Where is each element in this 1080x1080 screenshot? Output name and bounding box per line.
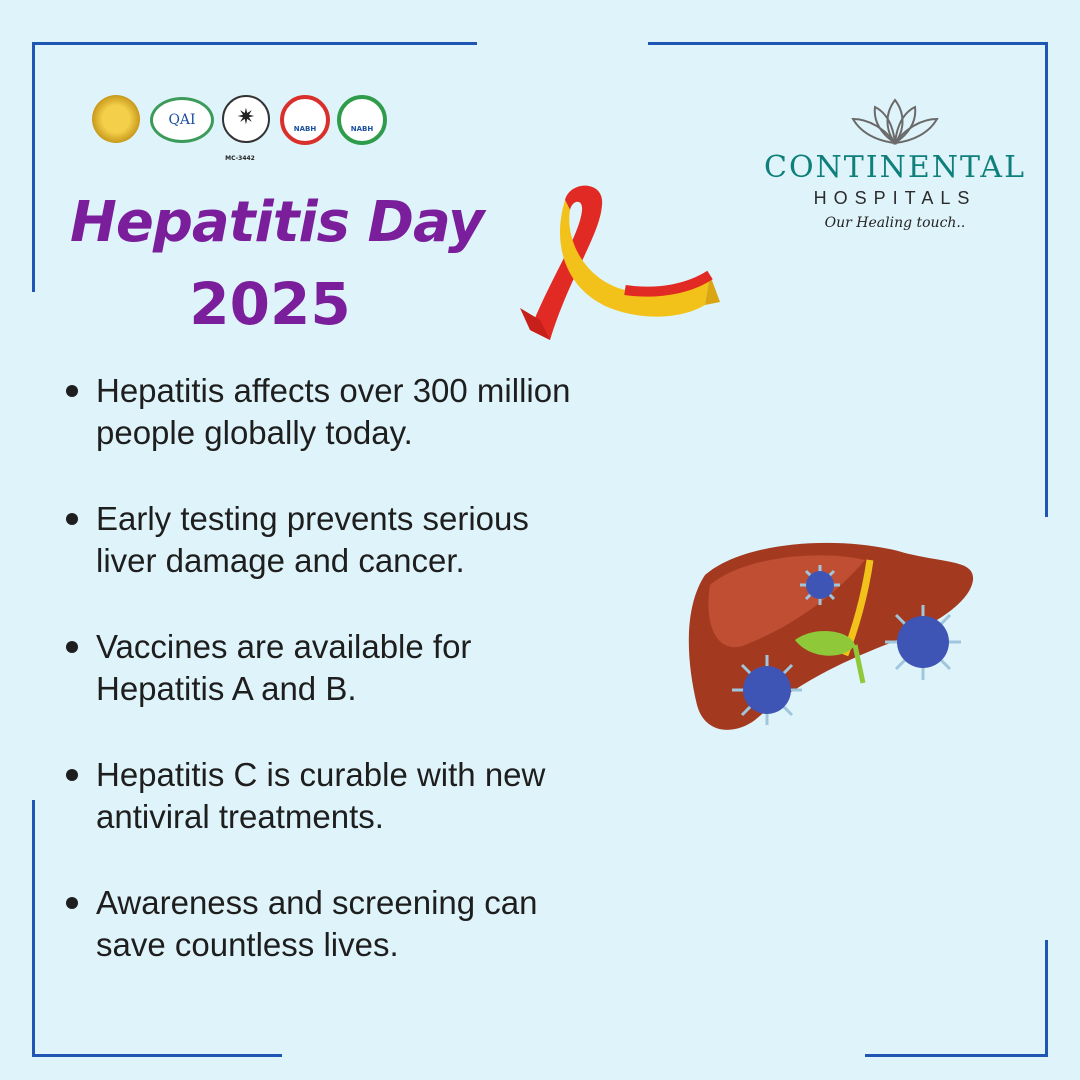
- fact-text-line1: Early testing prevents serious: [96, 500, 529, 537]
- star-seal-badge: [222, 95, 270, 143]
- qai-badge: [150, 97, 214, 143]
- bullet-icon: [66, 769, 78, 781]
- fact-text-line2: save countless lives.: [96, 926, 399, 963]
- bullet-icon: [66, 897, 78, 909]
- page-year: 2025: [189, 270, 351, 338]
- awareness-ribbon-icon: [510, 180, 720, 345]
- fact-text-line2: liver damage and cancer.: [96, 542, 465, 579]
- fact-text-line2: people globally today.: [96, 414, 413, 451]
- virus-icon: [800, 565, 840, 605]
- bullet-icon: [66, 385, 78, 397]
- virus-icon: [732, 655, 802, 725]
- frame-right-bottom: [1045, 940, 1048, 1057]
- lotus-logo-icon: [845, 95, 945, 147]
- frame-left-top: [32, 42, 35, 292]
- nabh-green-badge-label: NABH: [350, 125, 374, 133]
- list-item: [60, 754, 710, 882]
- bullet-icon: [66, 641, 78, 653]
- bullet-icon: [66, 513, 78, 525]
- virus-icon: [885, 605, 961, 680]
- gold-seal-badge: [92, 95, 140, 143]
- frame-left-bottom: [32, 800, 35, 1057]
- list-item: [60, 498, 710, 626]
- mc-code: MC-3442: [225, 155, 255, 162]
- list-item: [60, 370, 710, 498]
- list-item: [60, 882, 710, 1010]
- qai-badge-label: QAI: [168, 112, 196, 128]
- fact-text-line2: antiviral treatments.: [96, 798, 384, 835]
- hospital-logo: [760, 95, 1030, 245]
- fact-text-line1: Hepatitis affects over 300 million: [96, 372, 571, 409]
- frame-top-right: [648, 42, 1048, 45]
- fact-text-line1: Vaccines are available for: [96, 628, 472, 665]
- logo-subtitle: HOSPITALS: [813, 188, 977, 208]
- liver-illustration: [685, 535, 985, 745]
- logo-tagline: Our Healing touch..: [824, 215, 966, 231]
- fact-text-line2: Hepatitis A and B.: [96, 670, 357, 707]
- fact-text-line1: Awareness and screening can: [96, 884, 538, 921]
- star-icon: ✷: [236, 105, 256, 130]
- list-item: [60, 626, 710, 754]
- frame-top-left: [32, 42, 477, 45]
- frame-bottom-left: [32, 1054, 282, 1057]
- frame-right-top: [1045, 42, 1048, 517]
- facts-list: [60, 370, 710, 1010]
- nabh-green-badge: [337, 95, 387, 145]
- nabh-badge-label: NABH: [293, 125, 317, 133]
- page-title: Hepatitis Day: [70, 190, 484, 255]
- fact-text-line1: Hepatitis C is curable with new: [96, 756, 546, 793]
- nabh-badge: [280, 95, 330, 145]
- frame-bottom-right: [865, 1054, 1048, 1057]
- logo-name: CONTINENTAL: [763, 150, 1026, 185]
